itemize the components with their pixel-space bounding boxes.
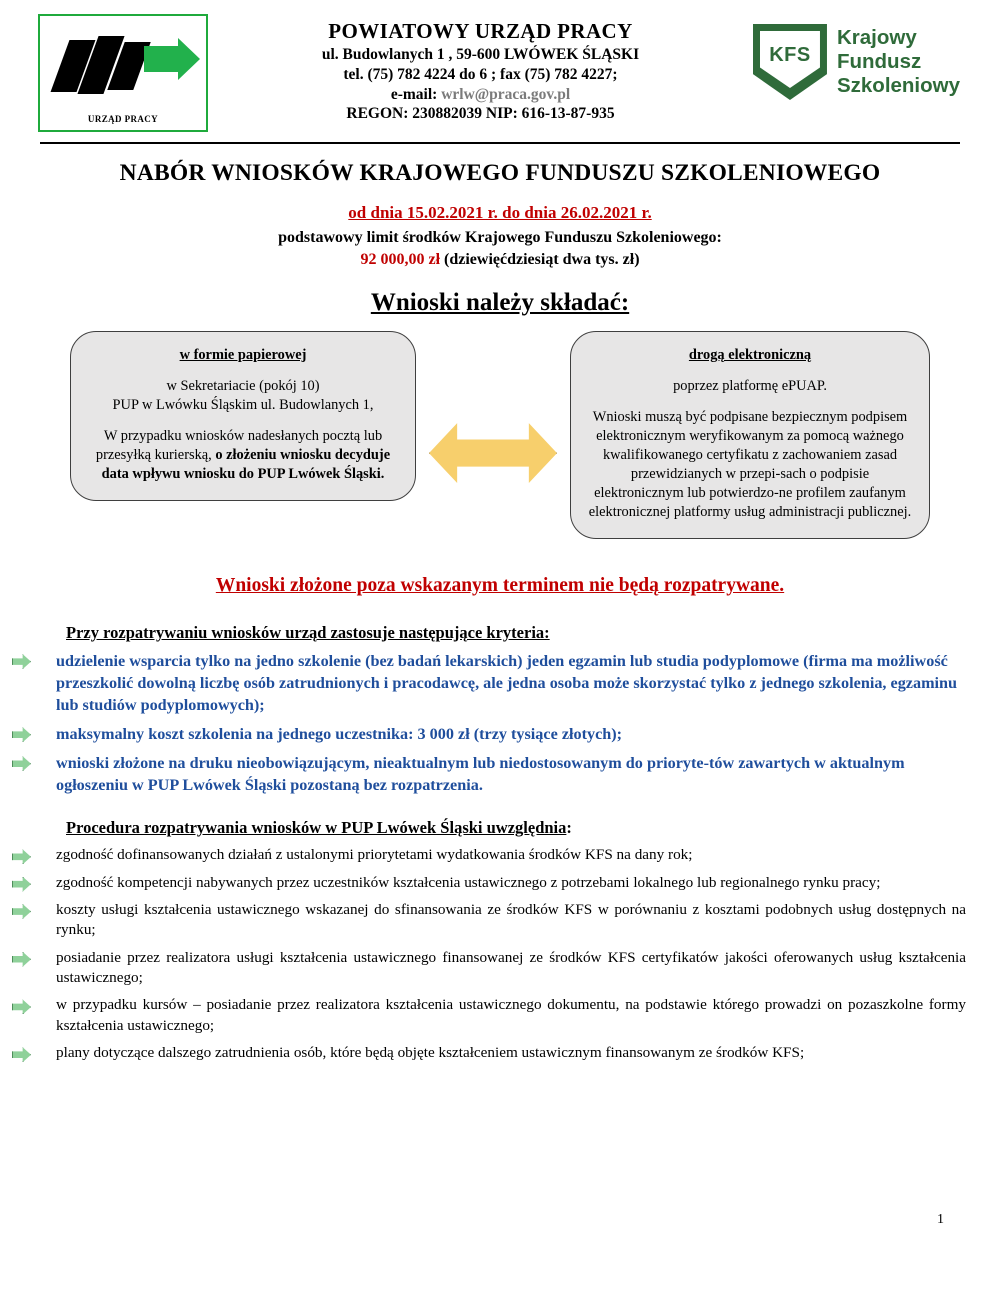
- office-details: [208, 14, 753, 124]
- page-title: NABÓR WNIOSKÓW KRAJOWEGO FUNDUSZU SZKOLENIOWEGO: [119, 160, 881, 186]
- paper-box-line-2: [87, 427, 399, 484]
- office-phone: tel. (75) 782 4224 do 6 ; fax (75) 782 4227;: [343, 65, 618, 83]
- paper-note-normal: W przypadku wniosków nadesłanych pocztą lub przesyłką kurierską,: [95, 428, 383, 464]
- submit-heading: Wnioski należy składać:: [370, 289, 630, 316]
- procedure-heading-colon: :: [566, 818, 572, 838]
- arrow-bullet-icon: [12, 904, 31, 919]
- criteria-heading: Przy rozpatrywaniu wniosków urząd zastosuje następujące kryteria:: [66, 623, 550, 643]
- kfs-word-2: Fundusz: [836, 49, 922, 73]
- limit-words: (dziewięćdziesiąt dwa tys. zł): [444, 251, 640, 268]
- list-item: [34, 995, 966, 1036]
- office-address: ul. Budowlanych 1 , 59-600 LWÓWEK ŚLĄSKI: [321, 45, 640, 63]
- page-number: 1: [937, 1212, 944, 1227]
- submission-period: od dnia 15.02.2021 r. do dnia 26.02.2021 r.: [348, 203, 652, 222]
- procedure-list: [34, 845, 966, 1063]
- kfs-word-1: Krajowy: [836, 25, 917, 49]
- arrow-bullet-icon: [12, 756, 31, 771]
- arrow-bullet-icon: [12, 999, 31, 1014]
- office-name: POWIATOWY URZĄD PRACY: [328, 19, 633, 43]
- deadline-warning: Wnioski złożone poza wskazanym terminem nie będą rozpatrywane.: [215, 575, 785, 597]
- procedure-item-text: w przypadku kursów – posiadanie przez realizatora kształcenia ustawicznego dokumentu, na podstawie którego prowadzi on pozaszkolne formy kształcenia ustawicznego;: [56, 996, 966, 1034]
- arrow-bullet-icon: [12, 1047, 31, 1062]
- limit-label: podstawowy limit środków Krajowego Funduszu Szkoleniowego:: [278, 229, 722, 246]
- criteria-item-text: udzielenie wsparcia tylko na jedno szkolenie (bez badań lekarskich) jeden egzamin lub studia podyplomowe (firma ma możliwość przeszkolić dowolną liczbę osób zatrudnionych i pracodawcę, ale jedna osoba może skorzystać tylko z jednego szkolenia, egzaminu lub studiów podyplomowych);: [56, 652, 958, 715]
- procedure-heading-text: Procedura rozpatrywania wniosków w PUP Lwówek Śląski uwzględnia: [66, 818, 567, 838]
- kfs-shield-icon: [753, 24, 827, 100]
- office-ids: REGON: 230882039 NIP: 616-13-87-935: [346, 105, 615, 123]
- kfs-logo: [753, 14, 960, 100]
- logo-graphic: [54, 32, 194, 98]
- arrow-bullet-icon: [12, 952, 31, 967]
- arrow-bullet-icon: [12, 877, 31, 892]
- list-item: [34, 873, 966, 893]
- criteria-list: [34, 650, 966, 796]
- arrow-bullet-icon: [12, 849, 31, 864]
- kfs-abbr: KFS: [769, 44, 811, 66]
- procedure-item-text: koszty usługi kształcenia ustawicznego wskazanej do sfinansowania ze środków KFS w porównaniu z kosztami podobnych usług dostępnych na rynku;: [56, 901, 966, 939]
- list-item: [34, 752, 966, 796]
- procedure-item-text: zgodność dofinansowanych działań z ustalonymi priorytetami wydatkowania środków KFS na dany rok;: [56, 846, 693, 864]
- list-item: [34, 650, 966, 716]
- double-arrow-icon: [429, 419, 557, 487]
- electronic-submission-box: [570, 331, 930, 539]
- paper-office-address: PUP w Lwówku Śląskim ul. Budowlanych 1,: [112, 397, 374, 414]
- paper-submission-box: [70, 331, 416, 501]
- list-item: [34, 1043, 966, 1063]
- double-arrow-wrapper: [429, 419, 557, 487]
- submission-methods: [34, 331, 966, 539]
- kfs-word-3: Szkoleniowy: [836, 74, 960, 98]
- document-header: [34, 10, 966, 132]
- header-divider: [40, 142, 960, 144]
- list-item: [34, 900, 966, 941]
- kfs-wordmark: [837, 26, 960, 99]
- procedure-item-text: plany dotyczące dalszego zatrudnienia osób, które będą objęte kształceniem ustawicznym finansowanym ze środków KFS;: [56, 1044, 805, 1062]
- paper-office-room: w Sekretariacie (pokój 10): [166, 378, 320, 395]
- paper-note-bold: o złożeniu wniosku decyduje data wpływu wniosku do PUP Lwówek Śląski.: [101, 447, 391, 483]
- limit-line: [34, 251, 966, 269]
- list-item: [34, 845, 966, 865]
- arrow-bullet-icon: [12, 727, 31, 742]
- paper-box-line-1: [87, 377, 399, 415]
- criteria-item-text: maksymalny koszt szkolenia na jednego uczestnika: 3 000 zł (trzy tysiące złotych);: [56, 725, 623, 744]
- logo-caption: URZĄD PRACY: [87, 114, 159, 124]
- arrow-right-icon: [144, 46, 180, 72]
- limit-amount: 92 000,00 zł: [360, 251, 441, 268]
- electronic-signature-note: Wnioski muszą być podpisane bezpiecznym podpisem elektronicznym weryfikowanym za pomocą ważnego kwalifikowanego certyfikatu z zachowaniem zasad przewidzianych w przepi-sach o podpisie elektronicznym lub potwierdzo-ne profilem zaufanym elektronicznej platformy usług administracji publicznej.: [588, 409, 912, 521]
- procedure-item-text: zgodność kompetencji nabywanych przez uczestników kształcenia ustawicznego z potrzebami lokalnego lub regionalnego rynku pracy;: [56, 873, 881, 891]
- list-item: [34, 948, 966, 989]
- office-email-line: [208, 85, 753, 105]
- email-value: wrlw@praca.gov.pl: [441, 85, 571, 103]
- procedure-item-text: posiadanie przez realizatora usługi kształcenia ustawicznego finansowanej ze środków KFS certyfikatów jakości oferowanych usług kształcenia ustawicznego;: [56, 948, 966, 987]
- email-label: e-mail:: [390, 85, 438, 103]
- list-item: [34, 723, 966, 745]
- electronic-platform: poprzez platformę ePUAP.: [673, 378, 827, 395]
- procedure-heading: [34, 818, 966, 838]
- criteria-item-text: wnioski złożone na druku nieobowiązującym, nieaktualnym lub niedostosowanym do prioryte-tów zawartych w aktualnym ogłoszeniu w PUP Lwówek Śląski pozostaną bez rozpatrzenia.: [56, 754, 905, 795]
- arrow-bullet-icon: [12, 654, 31, 669]
- electronic-box-title: drogą elektroniczną: [688, 347, 812, 363]
- pup-logo: [38, 14, 208, 132]
- paper-box-title: w formie papierowej: [179, 347, 307, 363]
